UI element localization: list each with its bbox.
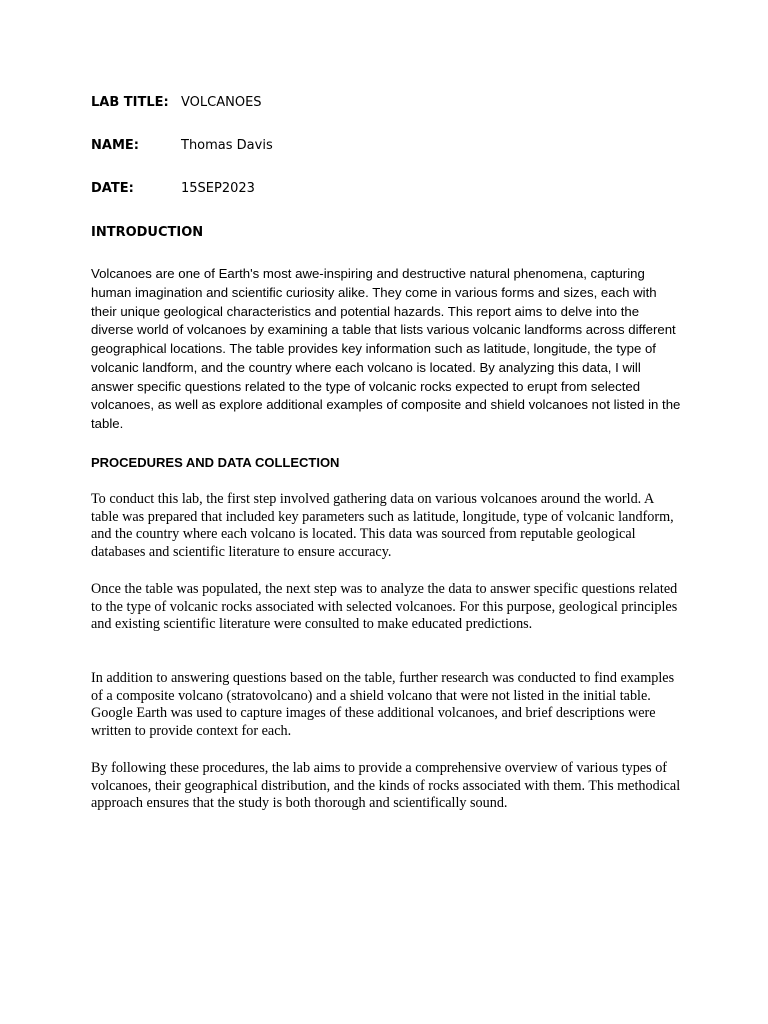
introduction-heading: INTRODUCTION (91, 225, 204, 240)
procedures-heading: PROCEDURES AND DATA COLLECTION (91, 455, 340, 470)
date-value: 15SEP2023 (181, 181, 255, 196)
procedures-paragraph-2: Once the table was populated, the next step was to analyze the data to answer specific questions related to the type of volcanic rocks associated with selected volcanoes. For this purpose, geological principles and existing scientific literature were consulted to make educated predictions. (91, 581, 678, 633)
lab-title-label: LAB TITLE: (91, 95, 169, 110)
procedures-paragraph-4: By following these procedures, the lab aims to provide a comprehensive overview of various types of volcanoes, their geographical distribution, and the kinds of rocks associated with them. This methodical approach ensures that the study is both thorough and scientifically sound. (91, 760, 681, 812)
name-value: Thomas Davis (181, 138, 273, 153)
lab-title-row (91, 95, 262, 111)
procedures-paragraph-3: In addition to answering questions based on the table, further research was conducted to find examples of a composite volcano (stratovolcano) and a shield volcano that were not listed in the initial table. Google Earth was used to capture images of these additional volcanoes, and brief descriptions were written to provide context for each. (91, 670, 675, 740)
date-row (91, 181, 255, 197)
name-row (91, 138, 273, 154)
procedures-paragraph-1: To conduct this lab, the first step involved gathering data on various volcanoes around the world. A table was prepared that included key parameters such as latitude, longitude, type of volcanic landform, and the country where each volcano is located. This data was sourced from reputable geological databases and scientific literature to ensure accuracy. (91, 491, 674, 561)
date-label: DATE: (91, 181, 134, 196)
lab-title-value: VOLCANOES (181, 95, 262, 110)
introduction-paragraph: Volcanoes are one of Earth's most awe-inspiring and destructive natural phenomena, capturing human imagination and scientific curiosity alike. They come in various forms and sizes, each with their unique geological characteristics and potential hazards. This report aims to delve into the diverse world of volcanoes by examining a table that lists various volcanic landforms across different geographical locations. The table provides key information such as latitude, longitude, the type of volcanic landform, and the country where each volcano is located. By analyzing this data, I will answer specific questions related to the type of volcanic rocks expected to erupt from selected volcanoes, as well as explore additional examples of composite and shield volcanoes not listed in the table. (91, 266, 681, 431)
name-label: NAME: (91, 138, 139, 153)
